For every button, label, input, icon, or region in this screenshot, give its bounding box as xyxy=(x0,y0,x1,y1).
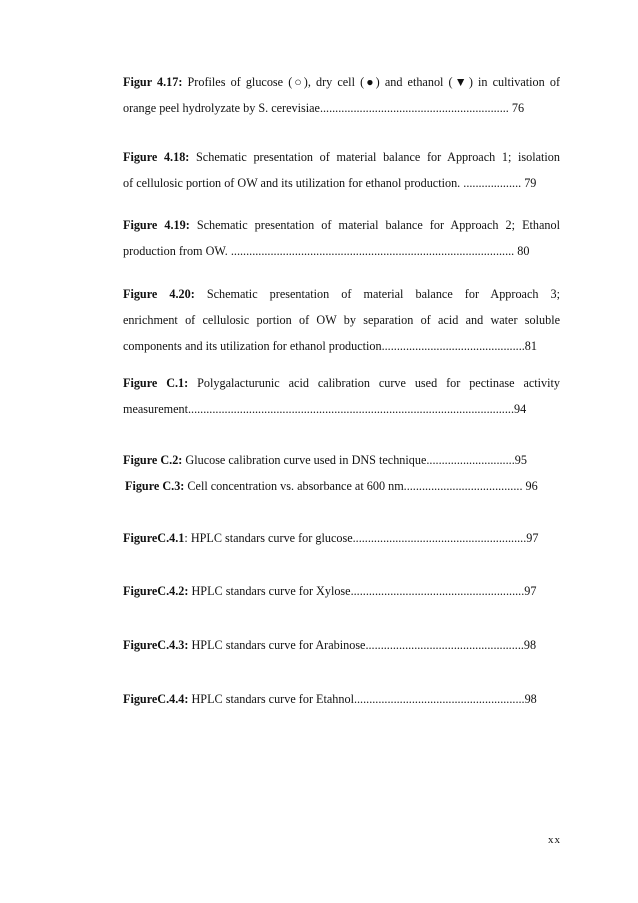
toc-entry-line xyxy=(123,144,560,170)
toc-entry-figure-c-4-1 xyxy=(123,525,560,551)
toc-entry-figure-4-19 xyxy=(123,212,560,264)
toc-entry-line xyxy=(123,370,560,396)
toc-entry-line xyxy=(123,281,560,307)
figure-label: FigureC.4.3: xyxy=(123,638,189,652)
toc-entry-figure-c-2 xyxy=(123,447,560,473)
toc-entry-line xyxy=(123,578,560,604)
toc-entry-line: orange peel hydrolyzate by S. cerevisiae.............................................................. 76 xyxy=(123,101,525,115)
figure-caption: HPLC standars curve for Xylose.........................................................97 xyxy=(191,584,537,598)
figure-label: Figure 4.20: xyxy=(123,287,195,301)
figure-label: FigureC.4.2: xyxy=(123,584,189,598)
toc-entry-line: measurement...........................................................................................................94 xyxy=(123,402,527,416)
toc-entry-figure-c-3 xyxy=(125,473,562,499)
figure-label: FigureC.4.1 xyxy=(123,531,185,545)
toc-entry-line: production from OW. ............................................................................................. 80 xyxy=(123,244,530,258)
figure-caption: HPLC standars curve for Arabinose....................................................98 xyxy=(191,638,537,652)
toc-entry-figure-4-18 xyxy=(123,144,560,196)
figure-caption: Schematic presentation of material balance for Approach 1; isolation xyxy=(196,150,560,164)
toc-entry-line xyxy=(123,525,560,551)
toc-entry-figure-c-1 xyxy=(123,370,560,422)
toc-entry-figure-4-20 xyxy=(123,281,560,359)
figure-caption: Schematic presentation of material balance for Approach 3; xyxy=(206,287,560,301)
figure-caption: Schematic presentation of material balance for Approach 2; Ethanol xyxy=(196,218,560,232)
figure-caption: : HPLC standars curve for glucose.........................................................97 xyxy=(184,531,539,545)
figure-caption: Cell concentration vs. absorbance at 600 nm....................................... 96 xyxy=(187,479,538,493)
toc-entry-line xyxy=(123,632,560,658)
toc-entry-figure-4-17 xyxy=(123,69,560,121)
toc-entry-line: enrichment of cellulosic portion of OW by separation of acid and water soluble xyxy=(123,313,560,327)
figure-caption: Glucose calibration curve used in DNS technique.............................95 xyxy=(185,453,527,467)
toc-entry-line xyxy=(123,686,560,712)
figure-label: Figur 4.17: xyxy=(123,75,183,89)
toc-entry-figure-c-4-2 xyxy=(123,578,560,604)
figure-label: Figure C.2: xyxy=(123,453,183,467)
toc-entry-figure-c-4-3 xyxy=(123,632,560,658)
toc-entry-figure-c-4-4 xyxy=(123,686,560,712)
toc-entry-line xyxy=(123,212,560,238)
toc-entry-line xyxy=(125,473,562,499)
toc-entry-line: of cellulosic portion of OW and its utilization for ethanol production. ................... 79 xyxy=(123,176,537,190)
figure-label: Figure 4.19: xyxy=(123,218,190,232)
figure-label: Figure C.3: xyxy=(125,479,185,493)
figure-label: Figure C.1: xyxy=(123,376,189,390)
figure-caption: HPLC standars curve for Etahnol........................................................98 xyxy=(191,692,537,706)
figure-caption: Polygalacturunic acid calibration curve used for pectinase activity xyxy=(197,376,560,390)
toc-entry-line: components and its utilization for ethanol production...............................................81 xyxy=(123,339,537,353)
toc-entry-line xyxy=(123,69,560,95)
figure-label: Figure 4.18: xyxy=(123,150,190,164)
figure-caption: Profiles of glucose (○), dry cell (●) and ethanol (▼) in cultivation of xyxy=(187,75,560,89)
toc-entry-line xyxy=(123,447,560,473)
page-number: xx xyxy=(548,834,561,846)
figure-label: FigureC.4.4: xyxy=(123,692,189,706)
